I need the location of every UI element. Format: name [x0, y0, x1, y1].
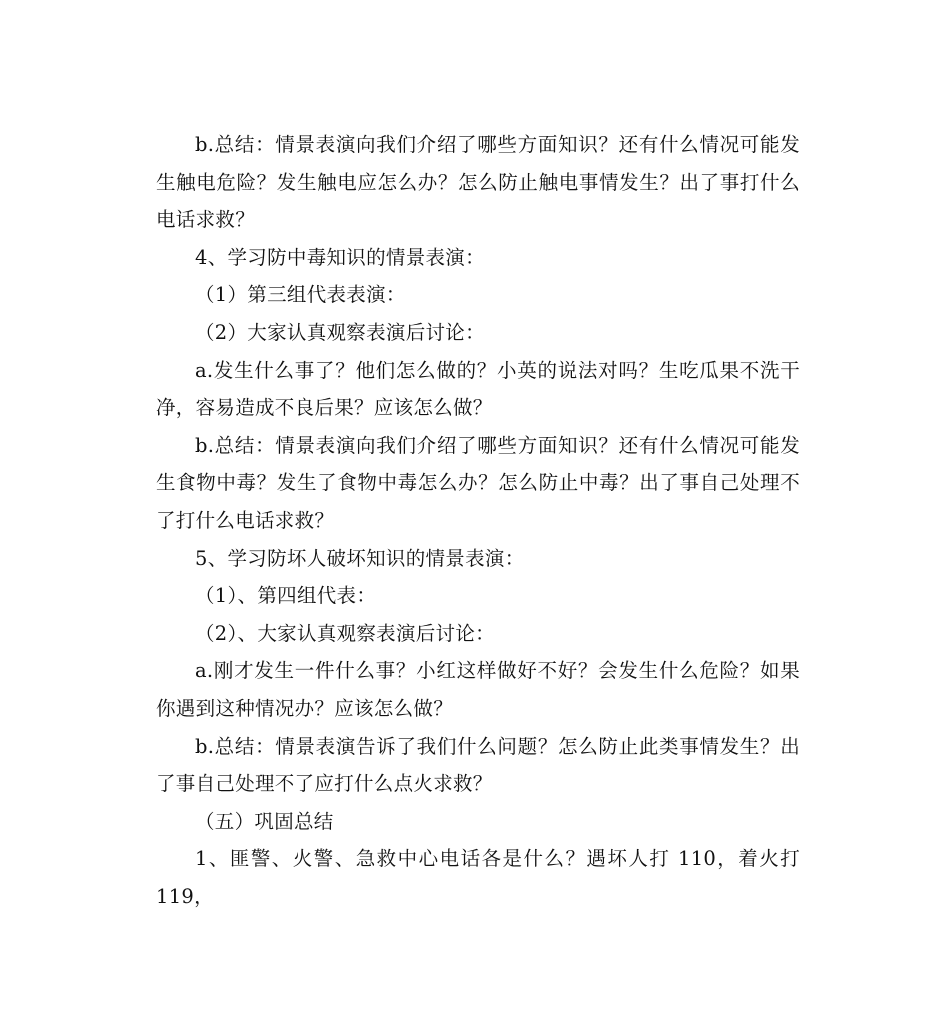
document-body [156, 126, 800, 915]
paragraph-summary-bad-person: b.总结：情景表演告诉了我们什么问题？怎么防止此类事情发生？出了事自己处理不了应打什么点火求救？ [156, 734, 800, 796]
heading-consolidation: （五）巩固总结 [195, 809, 334, 833]
paragraph-discussion-bad-person: （2）、大家认真观察表演后讨论： [195, 621, 495, 645]
paragraph-question-a-bad-person: a.刚才发生一件什么事？小红这样做好不好？会发生什么危险？如果你遇到这种情况办？应该怎么做？ [156, 659, 800, 720]
paragraph-summary-poison: b.总结：情景表演向我们介绍了哪些方面知识？还有什么情况可能发生食物中毒？发生了食物中毒怎么办？怎么防止中毒？出了事自己处理不了打什么电话求救？ [156, 433, 800, 532]
paragraph-question-a-poison: a.发生什么事了？他们怎么做的？小英的说法对吗？生吃瓜果不洗干净，容易造成不良后果？应该怎么做？ [156, 358, 800, 420]
paragraph-group3: （1）第三组代表表演： [195, 283, 406, 307]
paragraph-discussion-poison: （2）大家认真观察表演后讨论： [195, 320, 485, 344]
heading-bad-person-section: 5、学习防坏人破坏知识的情景表演： [195, 546, 525, 570]
paragraph-emergency-numbers: 1、匪警、火警、急救中心电话各是什么？遇坏人打 110，着火打 119， [156, 847, 800, 908]
heading-poison-section: 4、学习防中毒知识的情景表演： [195, 245, 485, 269]
paragraph-group4: （1）、第四组代表： [195, 584, 377, 608]
paragraph-summary-electric: b.总结：情景表演向我们介绍了哪些方面知识？还有什么情况可能发生触电危险？发生触电应怎么办？怎么防止触电事情发生？出了事打什么电话求救？ [156, 133, 800, 232]
